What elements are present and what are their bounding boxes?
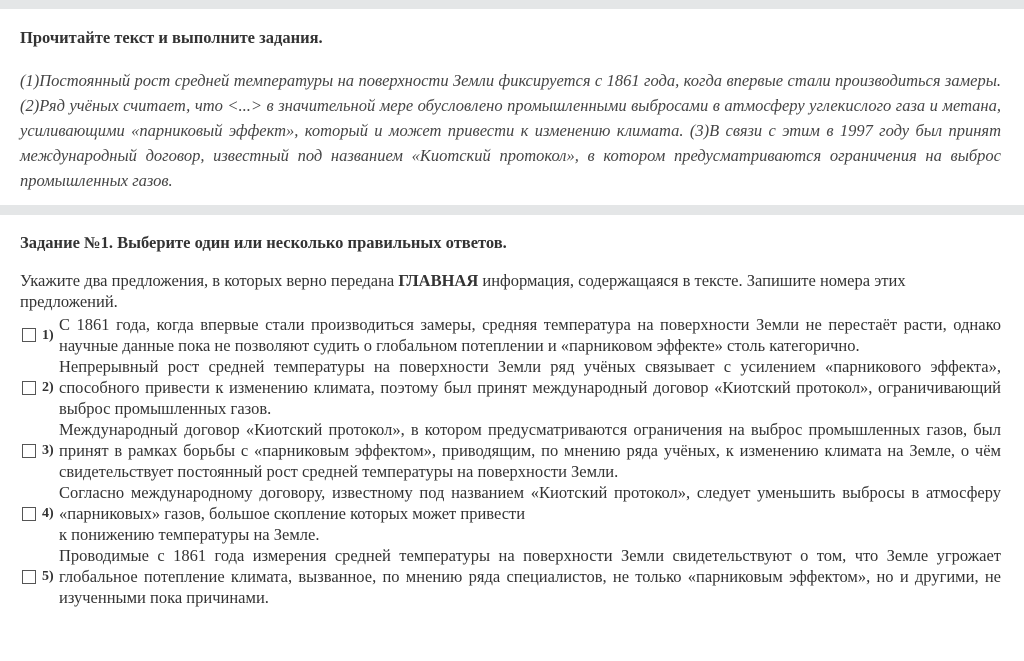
answer-checkbox-1[interactable] — [22, 328, 36, 342]
task-question-after: информация, содержащаяся в тексте. Запишите номера этих предложений. — [20, 271, 906, 311]
answer-text-2: Непрерывный рост средней температуры на поверхности Земли ряд учёных связывает с усилением «парникового эффекта», способного привести к изменению климата, поэтому был принят международный договор «Киотский протокол», ограничивающий выброс промышленных газов. — [59, 357, 1001, 418]
task-title: Задание №1. Выберите один или несколько правильных ответов. — [20, 233, 507, 252]
answer-options — [20, 314, 1001, 608]
answer-option-3 — [20, 419, 1001, 482]
top-divider-bar — [0, 0, 1024, 9]
answer-number-5: 5) — [42, 569, 54, 584]
answer-checkbox-4[interactable] — [22, 507, 36, 521]
answer-number-1: 1) — [42, 327, 54, 343]
section-divider-bar — [0, 205, 1024, 215]
answer-option-5 — [20, 545, 1001, 608]
task-section — [20, 233, 1001, 608]
answer-number-2: 2) — [42, 380, 54, 395]
reading-section — [20, 28, 1001, 193]
answer-number-4: 4) — [42, 506, 54, 521]
answer-option-1 — [20, 314, 1001, 356]
reading-instruction: Прочитайте текст и выполните задания. — [20, 28, 323, 47]
answer-text-3: Международный договор «Киотский протокол», в котором предусматриваются ограничения на выброс промышленных газов, был принят в рамках борьбы с «парниковым эффектом», приводящим, по мнению ряда учёных, к изменению климата на Земле, о чём свидетельствует постоянный рост средней температуры на поверхности Земли. — [59, 420, 1001, 481]
task-question-emphasis: ГЛАВНАЯ — [398, 271, 479, 290]
answer-option-4 — [20, 482, 1001, 545]
answer-text-5: Проводимые с 1861 года измерения средней температуры на поверхности Земли свидетельствуют о том, что Земле угрожает глобальное потепление климата, вызванное, по мнению ряда специалистов, не только «парниковым эффектом», но и другими, не изученными пока причинами. — [59, 546, 1001, 607]
answer-checkbox-2[interactable] — [22, 381, 36, 395]
answer-text-4 — [59, 482, 1001, 545]
answer-text-4-continuation: к понижению температуры на Земле. — [59, 525, 320, 544]
answer-number-3: 3) — [42, 443, 54, 458]
task-question-before: Укажите два предложения, в которых верно передана — [20, 271, 399, 290]
answer-text-1: С 1861 года, когда впервые стали производиться замеры, средняя температура на поверхности Земли не перестаёт расти, однако научные данные пока не позволяют судить о глобальном потеплении и «парниковом эффекте» столь категорично. — [59, 315, 1001, 355]
answer-option-2 — [20, 356, 1001, 419]
answer-checkbox-5[interactable] — [22, 570, 36, 584]
answer-text-4-main: Согласно международному договору, известному под названием «Киотский протокол», следует уменьшить выбросы в атмосферу «парниковых» газов, большое скопление которых может привести — [59, 483, 1001, 523]
task-question — [20, 270, 1001, 312]
reading-passage: (1)Постоянный рост средней температуры на поверхности Земли фиксируется с 1861 года, когда впервые стали производиться замеры. (2)Ряд учёных считает, что <...> в значительной мере обусловлено промышленными выбросами в атмосферу углекислого газа и метана, усиливающими «парниковый эффект», который и может привести к изменению климата. (3)В связи с этим в 1997 году был принят международный договор, известный под названием «Киотский протокол», в котором предусматриваются ограничения на выброс промышленных газов. — [20, 71, 1001, 190]
answer-checkbox-3[interactable] — [22, 444, 36, 458]
